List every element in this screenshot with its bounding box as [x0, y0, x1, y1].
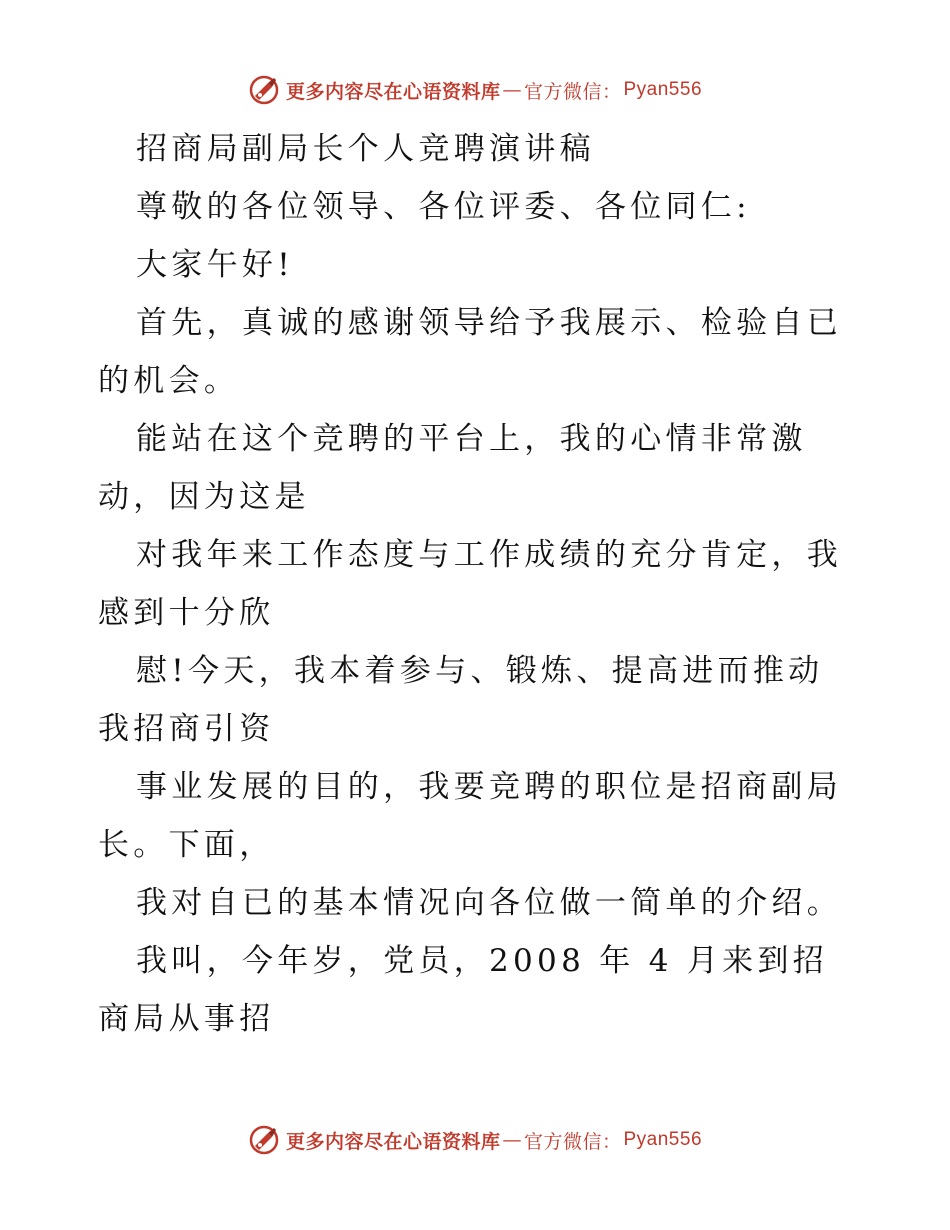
- paragraph: 对我年来工作态度与工作成绩的充分肯定，我感到十分欣: [98, 537, 842, 631]
- document-title: 招商局副局长个人竞聘演讲稿: [136, 131, 595, 167]
- banner-wechat-id: Pyan556: [623, 1129, 703, 1150]
- banner-wechat-label: 官方微信：: [523, 1130, 622, 1153]
- footer-banner: [0, 1120, 950, 1160]
- quill-pen-logo-icon: [248, 1124, 280, 1156]
- document-body: [98, 120, 858, 1048]
- banner-separator: —: [502, 79, 522, 101]
- greeting: 大家午好!: [136, 247, 294, 283]
- header-banner: [0, 70, 950, 110]
- banner-wechat-id: Pyan556: [623, 79, 703, 100]
- banner-separator: —: [502, 1129, 522, 1151]
- paragraph: 首先，真诚的感谢领导给予我展示、检验自已的机会。: [98, 305, 842, 399]
- quill-pen-logo-icon: [248, 74, 280, 106]
- banner-text: [286, 1127, 702, 1154]
- paragraph: 事业发展的目的，我要竞聘的职位是招商副局长。下面，: [98, 769, 842, 863]
- banner-main-text: 更多内容尽在心语资料库: [285, 80, 501, 103]
- paragraph: 慰!今天，我本着参与、锻炼、提高进而推动我招商引资: [98, 653, 824, 747]
- salutation: 尊敬的各位领导、各位评委、各位同仁:: [136, 189, 751, 225]
- paragraph: 我叫，今年岁，党员，2008 年 4 月来到招商局从事招: [98, 943, 829, 1037]
- banner-wechat-label: 官方微信：: [523, 80, 622, 103]
- banner-text: [286, 77, 702, 104]
- banner-main-text: 更多内容尽在心语资料库: [285, 1130, 501, 1153]
- paragraph: 我对自已的基本情况向各位做一简单的介绍。: [136, 885, 842, 921]
- paragraph: 能站在这个竞聘的平台上，我的心情非常激动，因为这是: [98, 421, 807, 515]
